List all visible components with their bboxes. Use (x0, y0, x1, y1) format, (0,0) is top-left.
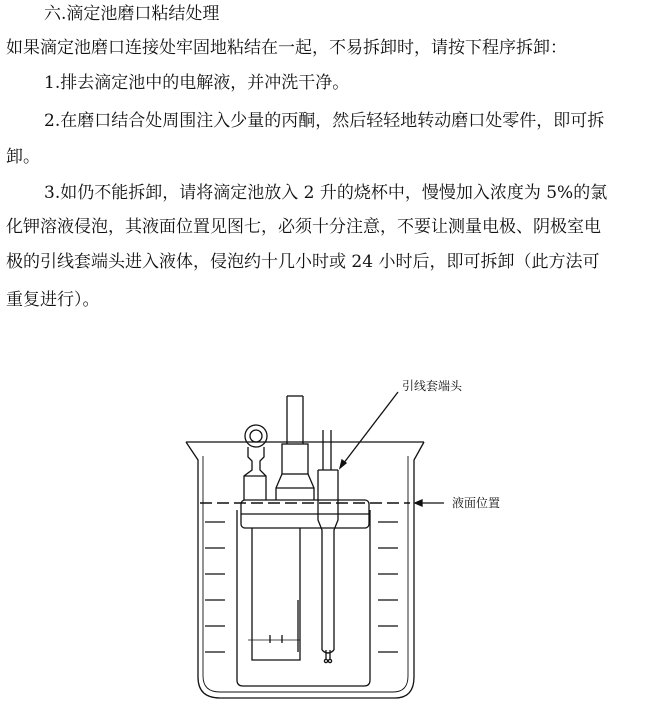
step-3-line-4: 重复进行）。 (6, 290, 100, 310)
label-lead-sleeve: 引线套端头 (402, 379, 463, 393)
step-3-line-3: 极的引线套端头进入液体，侵泡约十几小时或 24 小时后，即可拆卸（此方法可 (6, 252, 600, 272)
titration-cell (237, 500, 370, 686)
label-liquid-level: 液面位置 (452, 496, 501, 510)
section-heading: 六.滴定池磨口粘结处理 (44, 4, 220, 24)
beaker-outline (186, 442, 424, 698)
beaker-diagram (0, 360, 665, 704)
intro-paragraph: 如果滴定池磨口连接处牢固地粘结在一起，不易拆卸时，请按下程序拆卸： (6, 38, 567, 58)
measurement-electrode (318, 430, 338, 663)
step-3-line-2: 化钾溶液侵泡，其液面位置见图七，必须十分注意，不要让测量电极、阴极室电 (6, 217, 601, 237)
lead-sleeve-leader (340, 392, 398, 468)
electrode-ring-port (244, 425, 267, 500)
graduation-marks-left (205, 522, 225, 652)
middle-port (276, 396, 314, 500)
step-2-line-1: 2.在磨口结合处周围注入少量的丙酮，然后轻轻地转动磨口处零件，即可拆 (44, 111, 605, 131)
step-2-line-2: 卸。 (6, 147, 40, 167)
step-3-line-1: 3.如仍不能拆卸，请将滴定池放入 2 升的烧杯中，慢慢加入浓度为 5%的氯 (44, 183, 608, 203)
graduation-marks-right (378, 522, 398, 652)
step-1: 1.排去滴定池中的电解液，并冲洗干净。 (44, 73, 350, 93)
